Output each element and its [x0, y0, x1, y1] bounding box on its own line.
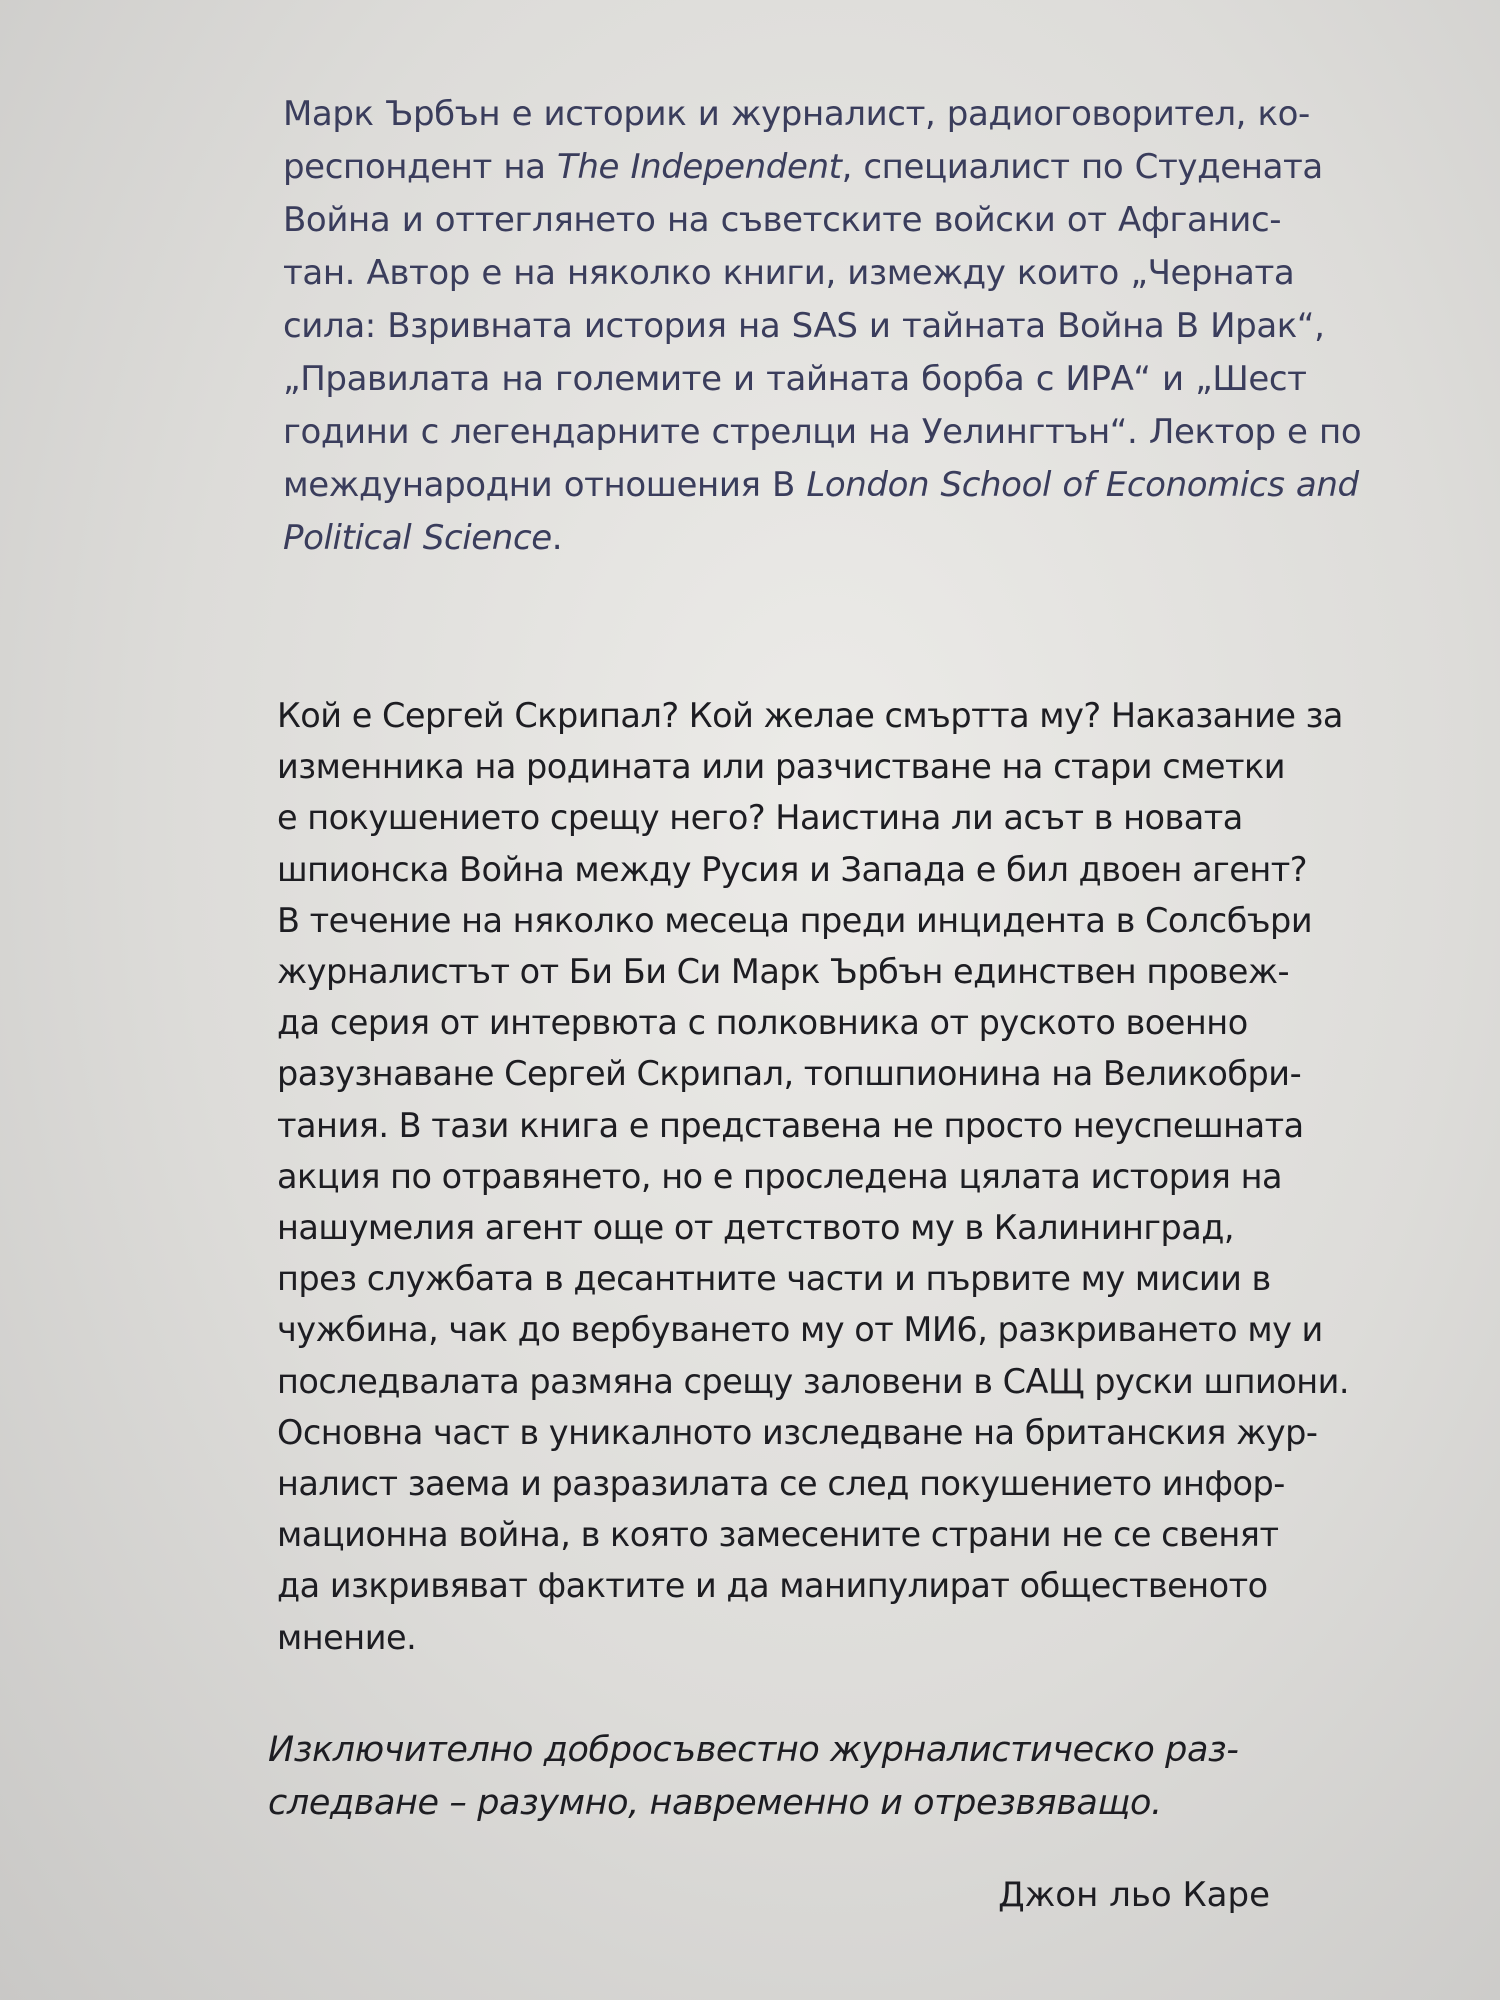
description-line: да серия от интервюта с полковника от руското военно [277, 1003, 1248, 1043]
description-line: изменника на родината или разчистване на стари сметки [277, 747, 1286, 787]
bio-line: Марк Ърбън е историк и журналист, радиоговорител, ко- [283, 94, 1310, 134]
description-line: акция по отравянето, но е проследена цялата история на [277, 1156, 1283, 1196]
description-line: В течение на няколко месеца преди инцидента в Солсбъри [277, 900, 1313, 940]
description-line: мнение. [277, 1617, 417, 1657]
description-line: журналистът от Би Би Си Марк Ърбън единствен провеж- [277, 952, 1290, 992]
description-line: нашумелия агент още от детството му в Калининград, [277, 1208, 1235, 1248]
bio-line: Political Science. [283, 518, 563, 558]
institution-name-cont: Political Science [283, 518, 552, 558]
quote-attribution: Джон льо Каре [998, 1875, 1270, 1915]
description-line: през службата в десантните части и първите му мисии в [277, 1259, 1271, 1299]
description-line: мационна война, в която замесените страни не се свенят [277, 1515, 1279, 1555]
description-line: Кой е Сергей Скрипал? Кой желае смъртта му? Наказание за [277, 696, 1343, 735]
review-quote [268, 1724, 1268, 1830]
bio-line: тан. Автор е на няколко книги, измежду които „Черната [283, 253, 1295, 293]
quote-line: Изключително добросъвестно журналистическо раз- [268, 1730, 1239, 1770]
description-line: е покушението срещу него? Наистина ли асът в новата [277, 798, 1243, 838]
institution-name: London School of Economics and [806, 465, 1359, 505]
bio-line: сила: Взривната история на SAS и тайната Война В Ирак“, [283, 306, 1325, 346]
bio-line: „Правилата на големите и тайната борба с ИРА“ и „Шест [283, 359, 1307, 399]
description-line: чужбина, чак до вербуването му от МИ6, разкриването му и [277, 1310, 1323, 1350]
book-description [277, 690, 1350, 1663]
description-line: Основна част в уникалното изследване на британския жур- [277, 1412, 1318, 1452]
description-line: да изкривяват фактите и да манипулират общественото [277, 1566, 1268, 1606]
publication-name: The Independent [557, 147, 842, 187]
description-line: разузнаване Сергей Скрипал, топшпионина на Великобри- [277, 1054, 1302, 1094]
description-line: последвалата размяна срещу заловени в САЩ руски шпиони. [277, 1361, 1350, 1401]
description-line: тания. В тази книга е представена не просто неуспешната [277, 1105, 1304, 1145]
author-bio [283, 88, 1362, 565]
quote-line: следване – разумно, навременно и отрезвяващо. [268, 1783, 1162, 1823]
bio-line: години с легендарните стрелци на Уелингтън“. Лектор е по [283, 412, 1362, 452]
description-line: шпионска Война между Русия и Запада е бил двоен агент? [277, 849, 1308, 889]
bio-line: респондент на The Independent, специалист по Студената [283, 147, 1323, 187]
bio-line: международни отношения В London School of Economics and [283, 465, 1359, 505]
description-line: налист заема и разразилата се след покушението инфор- [277, 1464, 1285, 1504]
bio-line: Война и оттеглянето на съветските войски от Афганис- [283, 200, 1282, 240]
